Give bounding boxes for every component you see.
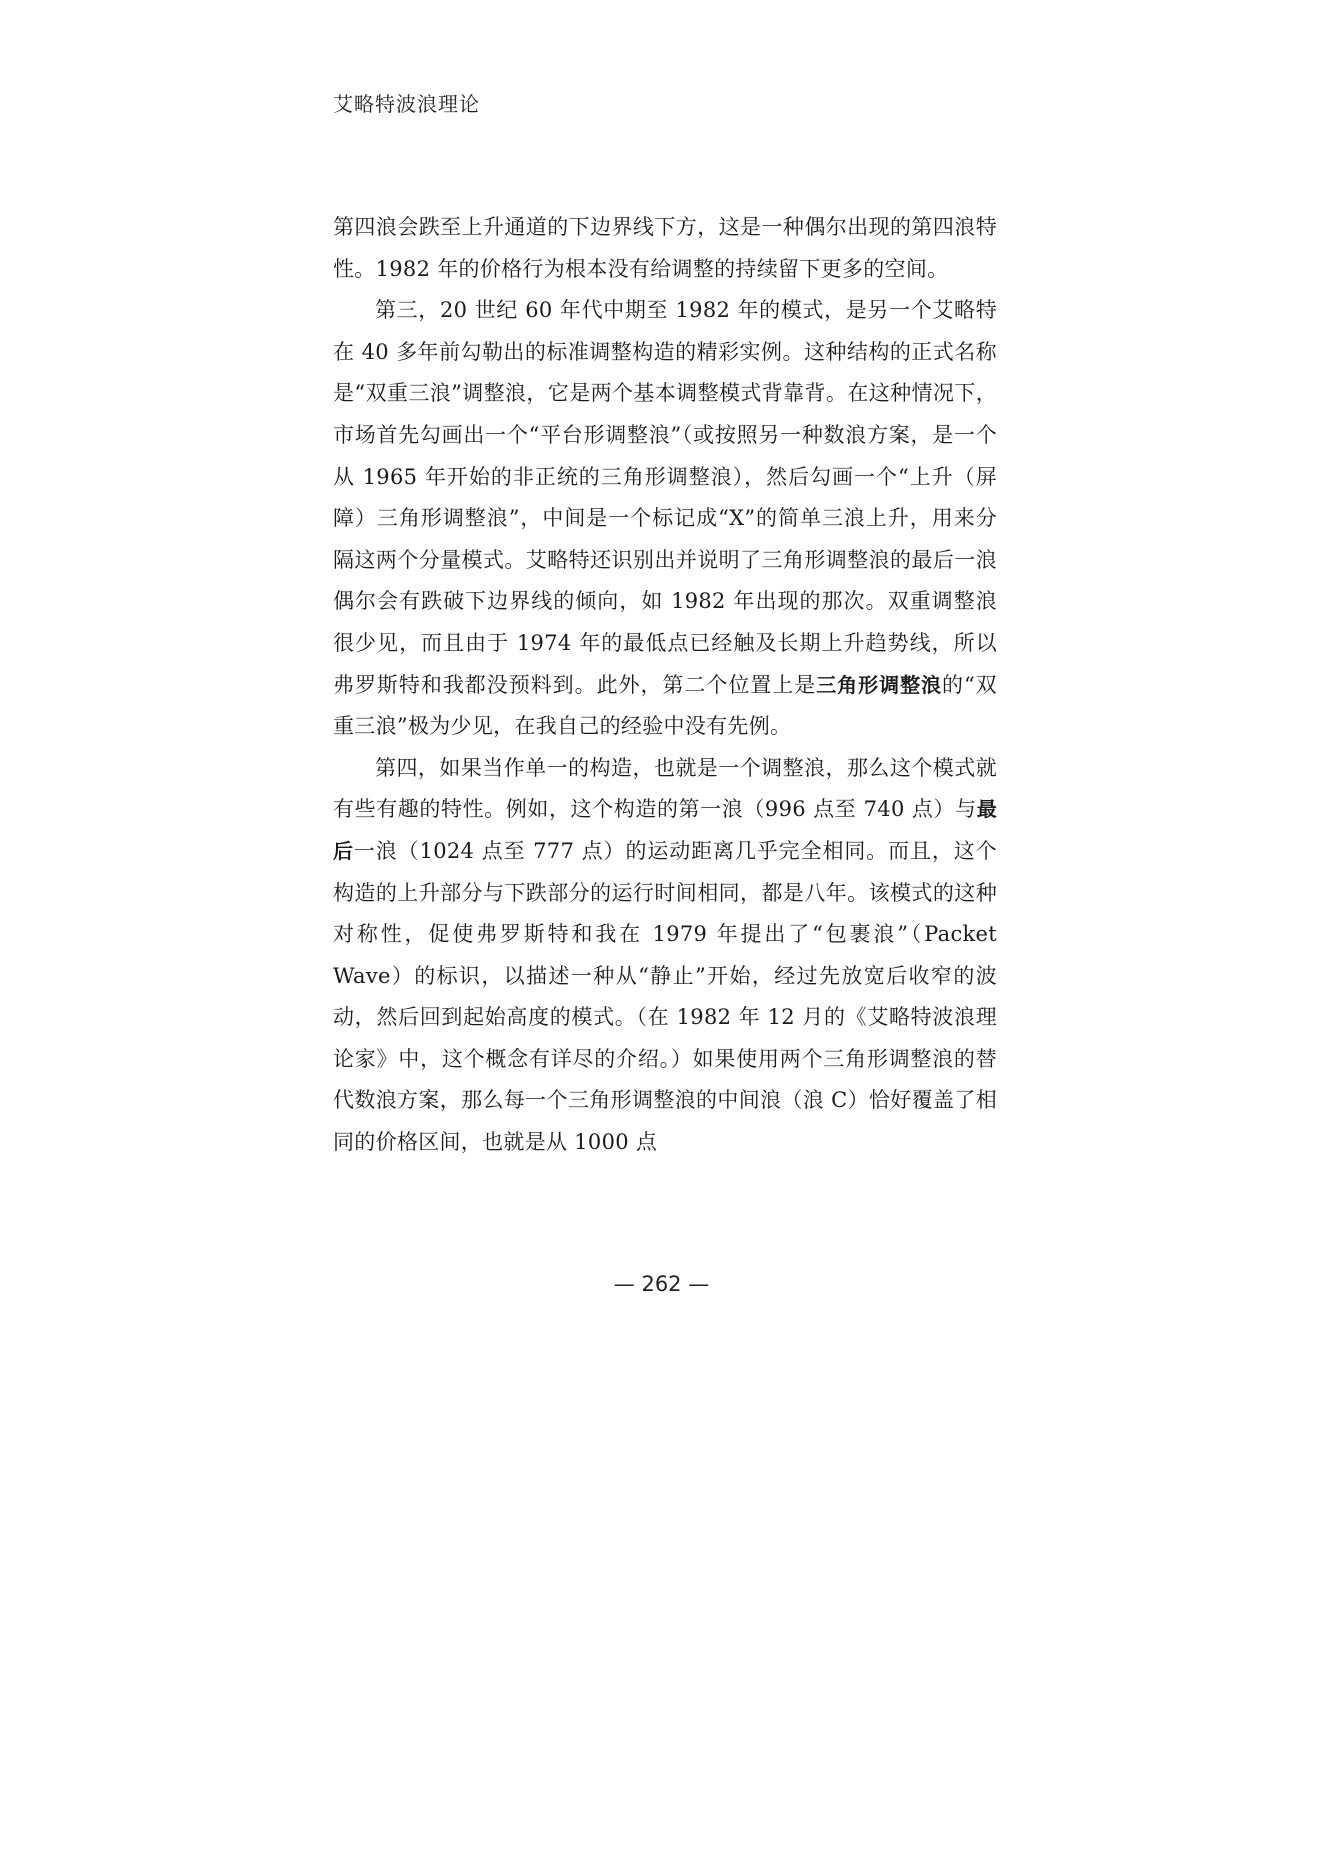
paragraph-1: 第四浪会跌至上升通道的下边界线下方，这是一种偶尔出现的第四浪特性。1982 年的价格行为根本没有给调整的持续留下更多的空间。: [333, 215, 997, 281]
paragraph-3-text: 第四，如果当作单一的构造，也就是一个调整浪，那么这个模式就有些有趣的特性。例如，这个构造的第一浪（996 点至 740 点）与: [333, 755, 997, 822]
paragraph-3-text-end: 一浪（1024 点至 777 点）的运动距离几乎完全相同。而且，这个构造的上升部分与下跌部分的运行时间相同，都是八年。该模式的这种对称性，促使弗罗斯特和我在 1979 年提出了“包裹浪”（Packet Wave）的标识，以描述一种从“静止”开始，经过先放宽后收窄的波动，然后回到起始高度的模式。（在 1982 年 12 月的《艾略特波浪理论家》中，这个概念有详尽的介绍。）如果使用两个三角形调整浪的替代数浪方案，那么每一个三角形调整浪的中间浪（浪 C）恰好覆盖了相同的价格区间，也就是从 1000 点: [333, 838, 997, 1155]
paragraph-2-text-end: 的“双重三浪”极为少见，在我自己的经验中没有先例。: [333, 672, 997, 739]
paragraph-2: [333, 290, 997, 748]
running-header: 艾略特波浪理论: [333, 92, 480, 116]
body-text: [333, 207, 997, 1164]
page-number: — 262 —: [613, 1272, 710, 1296]
paragraph-2-text: 第三，20 世纪 60 年代中期至 1982 年的模式，是另一个艾略特在 40 多年前勾勒出的标准调整构造的精彩实例。这种结构的正式名称是“双重三浪”调整浪，它是两个基本调整模式背靠背。在这种情况下，市场首先勾画出一个“平台形调整浪”（或按照另一种数浪方案，是一个从 1965 年开始的非正统的三角形调整浪），然后勾画一个“上升（屏障）三角形调整浪”，中间是一个标记成“X”的简单三浪上升，用来分隔这两个分量模式。艾略特还识别出并说明了三角形调整浪的最后一浪偶尔会有跌破下边界线的倾向，如 1982 年出现的那次。双重调整浪很少见，而且由于 1974 年的最低点已经触及长期上升趋势线，所以弗罗斯特和我都没预料到。此外，第二个位置上是: [333, 298, 997, 697]
paragraph-3: [333, 748, 997, 1164]
emphasis-last: 最后: [333, 797, 997, 863]
emphasis-triangle: 三角形调整浪: [816, 672, 943, 697]
